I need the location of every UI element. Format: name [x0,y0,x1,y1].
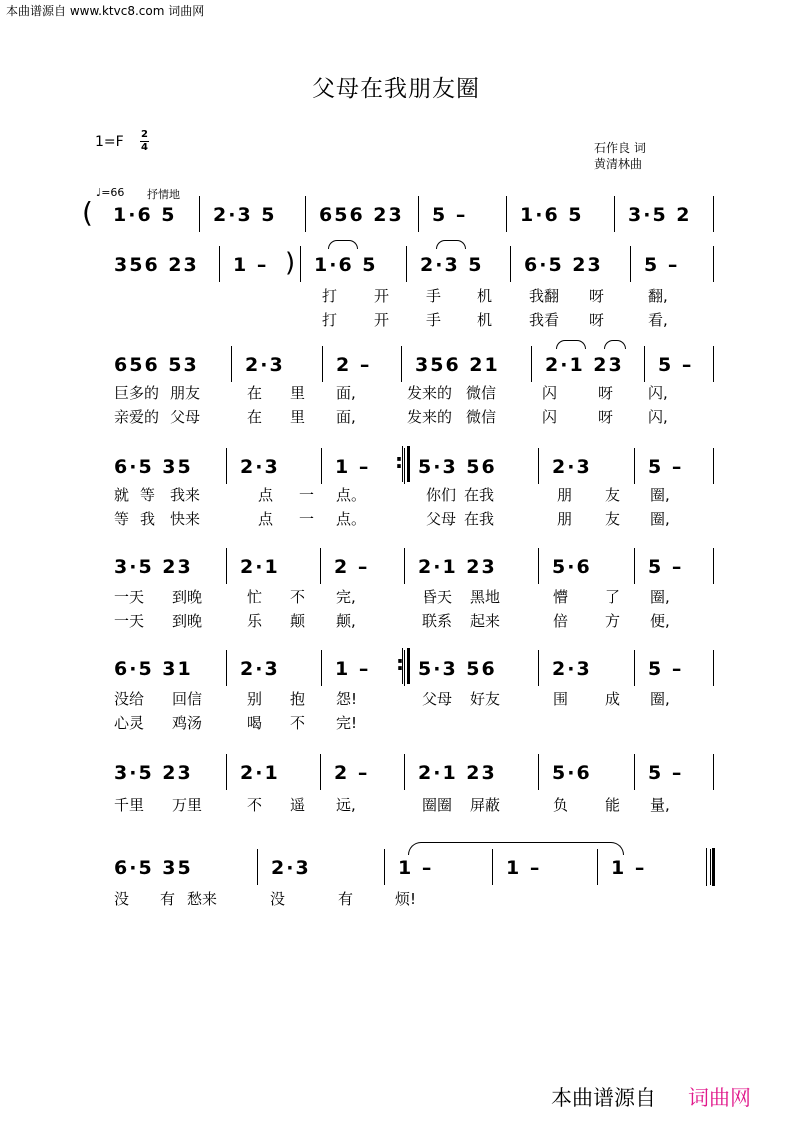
bar-line [406,246,407,282]
measure: 2 – [334,556,370,578]
lyric-word: 一天 [114,588,145,606]
lyric-word: 我来 [170,486,201,504]
measure: 5 – [432,204,468,226]
bar-line [231,346,232,382]
lyric-word: 不 [290,588,306,606]
measure: 2·3 5 [213,204,277,226]
measure: 656 23 [319,204,404,226]
bar-line [713,346,714,382]
bar-line [538,650,539,686]
lyric-word: 友 [605,510,621,528]
tie-arc [328,240,358,249]
repeat-double-bar [402,446,410,482]
lyric-word: 没给 [114,690,145,708]
measure: 2·1 [240,762,280,784]
lyric-word: 面, [336,408,356,426]
lyric-word: 万里 [172,796,203,814]
lyric-word: 打 [322,311,338,329]
lyric-word: 一 [299,486,315,504]
lyric-word: 千里 [114,796,145,814]
lyric-word: 颠 [290,612,306,630]
repeat-sign: : [395,449,403,473]
lyric-word: 亲爱的 [114,408,160,426]
bar-line [226,548,227,584]
lyric-word: 圈, [650,588,670,606]
lyric-word: 机 [477,287,493,305]
measure: 2·1 23 [418,556,497,578]
lyric-word: 你们 [426,486,457,504]
lyric-word: 机 [477,311,493,329]
lyric-word: 点。 [336,486,367,504]
lyric-word: 发来的 [407,408,453,426]
measure: 1 – [233,254,269,276]
lyric-word: 到晚 [172,588,203,606]
bar-line [634,754,635,790]
lyric-word: 在 [247,408,263,426]
lyric-word: 点。 [336,510,367,528]
lyric-word: 发来的 [407,384,453,402]
lyric-word: 闪, [648,384,668,402]
lyric-word: 喝 [247,714,263,732]
bar-line [320,548,321,584]
bar-line [713,548,714,584]
measure: 3·5 23 [114,556,193,578]
measure: 2·3 5 [420,254,484,276]
lyric-word: 在 [247,384,263,402]
bar-line [538,448,539,484]
tie-arc [604,340,626,349]
bar-line [226,650,227,686]
lyric-word: 完! [336,714,358,732]
lyric-word: 微信 [466,384,497,402]
bar-line [506,196,507,232]
measure: 2·1 23 [545,354,624,376]
lyric-word: 好友 [470,690,501,708]
bar-line [634,548,635,584]
measure: 2·3 [552,658,592,680]
lyric-word: 在我 [464,486,495,504]
lyric-word: 巨多的 [114,384,160,402]
bar-line [404,548,405,584]
measure: 5·6 [552,556,592,578]
bar-line [510,246,511,282]
bar-line [322,346,323,382]
lyric-word: 闪 [542,408,558,426]
lyric-word: 开 [374,287,390,305]
tie-arc [556,340,586,349]
lyric-word: 烦! [395,890,417,908]
lyric-word: 有 [338,890,354,908]
measure: 2·1 [240,556,280,578]
measure: 5·6 [552,762,592,784]
measure: 6·5 35 [114,857,193,879]
measure: 3·5 2 [628,204,692,226]
lyric-word: 不 [290,714,306,732]
lyric-word: 遥 [290,796,306,814]
lyric-word: 了 [605,588,621,606]
bar-line [320,754,321,790]
song-title: 父母在我朋友圈 [312,76,480,102]
lyric-word: 打 [322,287,338,305]
lyric-word: 圈, [650,690,670,708]
measure: 5 – [648,456,684,478]
measure: 656 53 [114,354,199,376]
measure: 5 – [648,658,684,680]
lyric-word: 方 [605,612,621,630]
lyric-word: 朋友 [170,384,201,402]
time-signature [140,130,149,153]
lyric-word: 不 [247,796,263,814]
bar-line [401,346,402,382]
lyric-word: 到晚 [172,612,203,630]
measure: 2 – [336,354,372,376]
measure: 1 – [398,857,434,879]
bar-line [634,650,635,686]
lyric-word: 父母 [422,690,453,708]
repeat-end-sign: : [396,651,404,675]
lyric-word: 点 [258,486,274,504]
lyric-word: 忙 [247,588,263,606]
lyric-word: 我看 [529,311,560,329]
lyric-word: 圈圈 [422,796,453,814]
lyric-word: 面, [336,384,356,402]
bar-line [199,196,200,232]
lyric-word: 量, [650,796,670,814]
lyric-word: 朋 [557,510,573,528]
measure: 1·6 5 [113,204,177,226]
lyric-word: 回信 [172,690,203,708]
lyric-word: 成 [605,690,621,708]
measure: 5·3 56 [418,658,497,680]
lyric-word: 微信 [466,408,497,426]
lyric-word: 圈, [650,486,670,504]
lyric-word: 闪, [648,408,668,426]
bar-line [404,754,405,790]
lyric-word: 看, [648,311,668,329]
lyric-word: 闪 [542,384,558,402]
lyric-word: 里 [290,408,306,426]
composer-credit: 黄清林曲 [594,157,643,171]
lyric-word: 父母 [170,408,201,426]
bar-line [384,849,385,885]
bar-line [257,849,258,885]
lyric-word: 点 [258,510,274,528]
measure: 6·5 23 [524,254,603,276]
lyric-word: 围 [553,690,569,708]
lyric-word: 能 [605,796,621,814]
measure: 6·5 31 [114,658,193,680]
lyric-word: 倍 [553,612,569,630]
measure: 2·3 [271,857,311,879]
lyric-word: 就 [114,486,130,504]
lyric-word: 翻, [648,287,668,305]
bar-line [418,196,419,232]
lyric-word: 父母 [426,510,457,528]
lyric-word: 抱 [290,690,306,708]
lyric-word: 友 [605,486,621,504]
lyric-word: 联系 [422,612,453,630]
lyric-word: 呀 [598,384,614,402]
lyric-word: 别 [247,690,263,708]
measure: 2 – [334,762,370,784]
lyric-word: 在我 [464,510,495,528]
lyric-word: 完, [336,588,356,606]
measure: 1 – [506,857,542,879]
lyric-word: 怨! [336,690,358,708]
bar-line [538,548,539,584]
bar-line [305,196,306,232]
bottom-watermark-source: 本曲谱源自 [551,1086,656,1110]
bar-line [634,448,635,484]
measure: 5 – [658,354,694,376]
lyric-word: 圈, [650,510,670,528]
lyric-word: 里 [290,384,306,402]
lyric-word: 开 [374,311,390,329]
tie-arc [436,240,466,249]
lyric-word: 呀 [598,408,614,426]
tempo-mark: ♩=66 [96,186,125,199]
lyric-word: 屏蔽 [470,796,501,814]
bar-line [713,196,714,232]
measure: 1 – [335,456,371,478]
lyric-word: 远, [336,796,356,814]
measure: 1 – [611,857,647,879]
lyric-word: 手 [426,287,442,305]
bar-line [614,196,615,232]
lyric-word: 有 [160,890,176,908]
closing-bracket: ) [285,248,296,278]
lyric-word: 昏天 [422,588,453,606]
bar-line [713,754,714,790]
measure: 3·5 23 [114,762,193,784]
bar-line [713,448,714,484]
lyric-word: 没 [114,890,130,908]
lyric-word: 我 [140,510,156,528]
lyric-word: 乐 [247,612,263,630]
lyric-word: 便, [650,612,670,630]
measure: 5·3 56 [418,456,497,478]
measure: 1 – [335,658,371,680]
bar-line [538,754,539,790]
bar-line [300,246,301,282]
lyric-word: 呀 [589,287,605,305]
lyric-word: 等 [140,486,156,504]
bar-line [713,246,714,282]
measure: 1·6 5 [520,204,584,226]
key-signature: 1=F [95,134,124,150]
measure: 2·3 [552,456,592,478]
lyric-word: 快来 [170,510,201,528]
bar-line [321,448,322,484]
time-numerator: 2 [141,129,148,140]
measure: 5 – [644,254,680,276]
bar-line [226,448,227,484]
bar-line [531,346,532,382]
top-watermark: 本曲谱源自 www.ktvc8.com 词曲网 [6,4,205,18]
time-denominator: 4 [141,142,148,153]
lyricist-credit: 石作良 词 [594,141,646,155]
lyric-word: 起来 [470,612,501,630]
measure: 1·6 5 [314,254,378,276]
bar-line [321,650,322,686]
lyric-word: 呀 [589,311,605,329]
measure: 356 21 [415,354,500,376]
measure: 356 23 [114,254,199,276]
measure: 6·5 35 [114,456,193,478]
lyric-word: 愁来 [187,890,218,908]
lyric-word: 等 [114,510,130,528]
lyric-word: 黑地 [470,588,501,606]
tie-arc [408,842,624,855]
lyric-word: 朋 [557,486,573,504]
opening-bracket: ( [82,196,93,229]
lyric-word: 负 [553,796,569,814]
bar-line [226,754,227,790]
measure: 5 – [648,762,684,784]
lyric-word: 一天 [114,612,145,630]
measure: 2·3 [240,456,280,478]
final-double-bar [706,848,715,886]
measure: 2·3 [240,658,280,680]
lyric-word: 心灵 [114,714,145,732]
bottom-watermark-site: 词曲网 [688,1086,751,1110]
measure: 5 – [648,556,684,578]
bar-line [630,246,631,282]
bar-line [644,346,645,382]
lyric-word: 颠, [336,612,356,630]
lyric-word: 手 [426,311,442,329]
measure: 2·1 23 [418,762,497,784]
lyric-word: 没 [270,890,286,908]
repeat-end-bar [402,648,410,684]
measure: 2·3 [245,354,285,376]
lyric-word: 鸡汤 [172,714,203,732]
lyric-word: 一 [299,510,315,528]
bar-line [713,650,714,686]
lyric-word: 懵 [553,588,569,606]
lyric-word: 我翻 [529,287,560,305]
expression-mark: 抒情地 [147,188,180,201]
bar-line [219,246,220,282]
